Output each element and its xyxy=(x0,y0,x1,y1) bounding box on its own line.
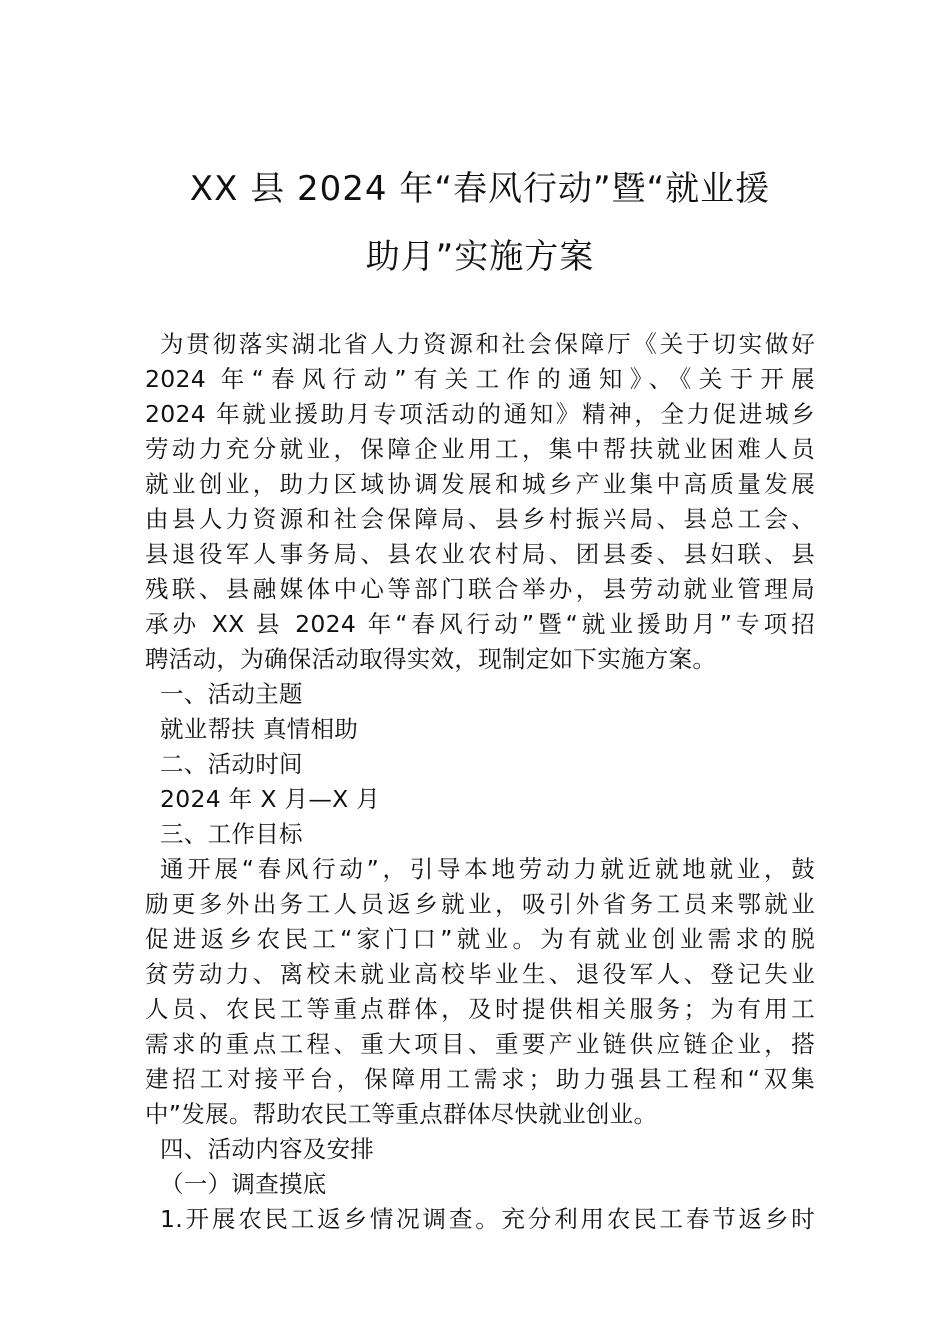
body-line: 就业创业，助力区域协调发展和城乡产业集中高质量发展 xyxy=(145,470,815,498)
body-line: 残联、县融媒体中心等部门联合举办，县劳动就业管理局 xyxy=(145,575,815,603)
body-line: 人员、农民工等重点群体，及时提供相关服务；为有用工 xyxy=(145,995,815,1023)
document-title-line-2: 助月”实施方案 xyxy=(365,237,595,277)
body-line: 通开展“春风行动”，引导本地劳动力就近就地就业，鼓 xyxy=(160,855,815,883)
body-line: 承办 XX 县 2024 年“春风行动”暨“就业援助月”专项招 xyxy=(145,610,815,638)
body-line: 励更多外出务工人员返乡就业，吸引外省务工员来鄂就业 xyxy=(145,890,815,918)
time-text: 2024 年 X 月—X 月 xyxy=(160,785,381,813)
body-line: 劳动力充分就业，保障企业用工，集中帮扶就业困难人员 xyxy=(145,435,815,463)
section-heading-4: 四、活动内容及安排 xyxy=(160,1135,375,1163)
section-heading-2: 二、活动时间 xyxy=(160,750,303,778)
body-line: 需求的重点工程、重大项目、重要产业链供应链企业，搭 xyxy=(145,1030,815,1058)
subsection-heading-1: （一）调查摸底 xyxy=(160,1170,327,1198)
body-line: 县退役军人事务局、县农业农村局、团县委、县妇联、县 xyxy=(145,540,815,568)
body-line: 贫劳动力、离校未就业高校毕业生、退役军人、登记失业 xyxy=(145,960,815,988)
body-line: 为贯彻落实湖北省人力资源和社会保障厅《关于切实做好 xyxy=(160,330,815,358)
body-line: 由县人力资源和社会保障局、县乡村振兴局、县总工会、 xyxy=(145,505,815,533)
section-heading-1: 一、活动主题 xyxy=(160,680,303,708)
body-line: 促进返乡农民工“家门口”就业。为有就业创业需求的脱 xyxy=(145,925,815,953)
body-line: 1.开展农民工返乡情况调查。充分利用农民工春节返乡时 xyxy=(160,1205,815,1233)
document-title-line-1: XX 县 2024 年“春风行动”暨“就业援 xyxy=(189,169,771,209)
body-line: 聘活动，为确保活动取得实效，现制定如下实施方案。 xyxy=(145,645,717,673)
body-line: 2024 年“春风行动”有关工作的通知》、《关于开展 xyxy=(145,365,815,393)
section-heading-3: 三、工作目标 xyxy=(160,820,303,848)
body-line: 中”发展。帮助农民工等重点群体尽快就业创业。 xyxy=(145,1100,658,1128)
theme-text: 就业帮扶 真情相助 xyxy=(160,715,359,743)
body-line: 建招工对接平台，保障用工需求；助力强县工程和“双集 xyxy=(145,1065,815,1093)
body-line: 2024 年就业援助月专项活动的通知》精神，全力促进城乡 xyxy=(145,400,815,428)
